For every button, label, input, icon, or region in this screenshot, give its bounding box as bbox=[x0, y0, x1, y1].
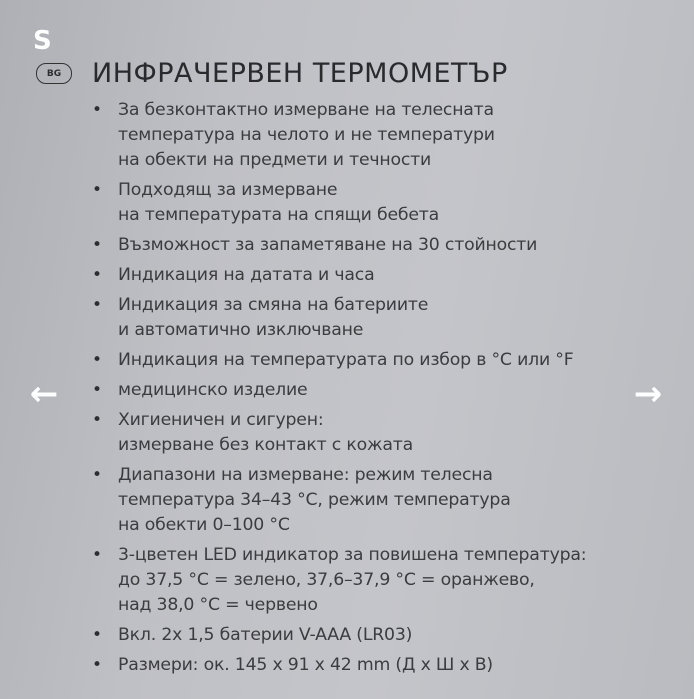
list-item-text: измерване без контакт с кожата bbox=[118, 435, 414, 455]
page-title: ИНФРАЧЕРВЕН ТЕРМОМЕТЪР bbox=[92, 58, 508, 89]
bullet-icon: • bbox=[92, 350, 103, 370]
bullet-icon: • bbox=[92, 545, 103, 565]
list-item-text: на обекти на предмети и течности bbox=[118, 150, 432, 170]
list-item-text: до 37,5 °C = зелено, 37,6–37,9 °C = оранжево, bbox=[118, 570, 535, 590]
list-item-text: температура 34–43 °C, режим температура bbox=[118, 490, 511, 510]
list-item-text: Възможност за запаметяване на 30 стойности bbox=[118, 235, 538, 255]
list-item-text: Размери: ок. 145 x 91 x 42 mm (Д x Ш x В) bbox=[118, 655, 493, 675]
language-badge: BG bbox=[36, 63, 72, 84]
bullet-icon: • bbox=[92, 410, 103, 430]
heading bbox=[36, 58, 508, 89]
bullet-icon: • bbox=[92, 655, 103, 675]
list-item-text: температура на челото и не температури bbox=[118, 125, 495, 145]
list-item-text: Индикация на датата и часа bbox=[118, 265, 375, 285]
list-item bbox=[92, 408, 586, 458]
bullet-icon: • bbox=[92, 465, 103, 485]
bullet-icon: • bbox=[92, 265, 103, 285]
list-item bbox=[92, 178, 586, 228]
list-item-text: Подходящ за измерване bbox=[118, 180, 338, 200]
list-item bbox=[92, 348, 586, 373]
previous-arrow-icon[interactable]: ← bbox=[29, 374, 59, 414]
list-item bbox=[92, 623, 586, 648]
list-item-text: Хигиеничен и сигурен: bbox=[118, 410, 324, 430]
bullet-icon: • bbox=[92, 100, 103, 120]
list-item-text: и автоматично изключване bbox=[118, 320, 364, 340]
next-arrow-icon[interactable]: → bbox=[633, 374, 663, 414]
list-item bbox=[92, 463, 586, 538]
list-item bbox=[92, 98, 586, 173]
list-item-text: Диапазони на измерване: режим телесна bbox=[118, 465, 493, 485]
list-item bbox=[92, 378, 586, 403]
list-item-text: 3-цветен LED индикатор за повишена температура: bbox=[118, 545, 587, 565]
list-item-text: на температурата на спящи бебета bbox=[118, 205, 440, 225]
list-item bbox=[92, 653, 586, 678]
list-item-text: За безконтактно измерване на телесната bbox=[118, 100, 494, 120]
feature-list bbox=[92, 98, 586, 683]
list-item-text: Вкл. 2x 1,5 батерии V-AAA (LR03) bbox=[118, 625, 413, 645]
list-item bbox=[92, 293, 586, 343]
bullet-icon: • bbox=[92, 625, 103, 645]
list-item bbox=[92, 233, 586, 258]
list-item-text: на обекти 0–100 °C bbox=[118, 515, 290, 535]
list-item-text: Индикация на температурата по избор в °C или °F bbox=[118, 350, 574, 370]
bullet-icon: • bbox=[92, 235, 103, 255]
bullet-icon: • bbox=[92, 180, 103, 200]
list-item-text: над 38,0 °C = червено bbox=[118, 595, 318, 615]
list-item bbox=[92, 543, 586, 618]
brand-logo: S bbox=[33, 26, 52, 56]
list-item bbox=[92, 263, 586, 288]
list-item-text: медицинско изделие bbox=[118, 380, 308, 400]
bullet-icon: • bbox=[92, 295, 103, 315]
bullet-icon: • bbox=[92, 380, 103, 400]
list-item-text: Индикация за смяна на батериите bbox=[118, 295, 429, 315]
